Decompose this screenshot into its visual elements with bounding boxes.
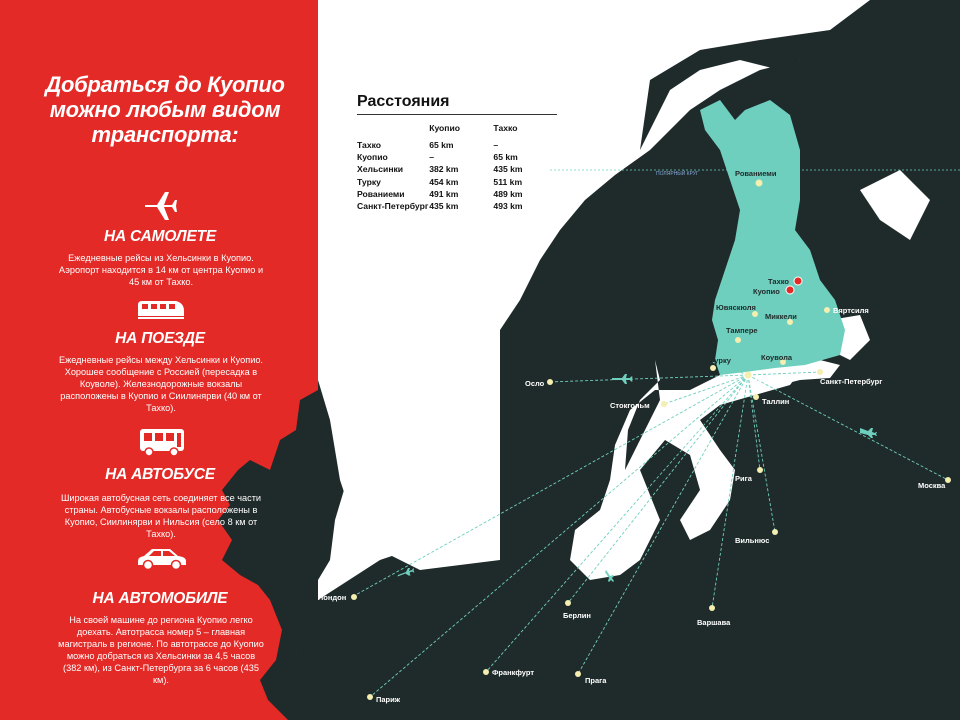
marker-berlin[interactable] [565,600,571,606]
label-kouvola: Коувола [761,353,793,362]
row-tahko: 511 km [493,176,523,187]
marker-turku[interactable] [710,365,716,371]
row-tahko: 435 km [493,164,523,175]
marker-stpetersburg[interactable] [817,369,823,375]
row-city: Санкт-Петербург [357,201,429,212]
marker-helsinki[interactable] [745,372,752,379]
marker-kuopio[interactable] [786,286,794,294]
marker-oslo[interactable] [547,379,553,385]
train-icon [136,297,186,321]
row-tahko: 489 km [493,188,523,199]
distances-table [357,93,557,212]
label-stockholm: Стокгольм [610,401,650,410]
table-row [357,139,557,151]
row-city: Куопио [357,152,388,163]
label-oslo: Осло [525,379,545,388]
mode-text-train: Ежедневные рейсы между Хельсинки и Куопио. Хорошее сообщение с Россией (пересадка в Коуволе). Железнодорожные вокзалы расположены в Куопио и Сиилинярви (40 км от Тахко). [58,355,263,413]
header-city [357,123,429,139]
label-warsaw: Варшава [697,618,731,627]
mode-title-train: НА ПОЕЗДЕ [115,330,205,347]
label-prague: Прага [585,676,607,685]
mode-title-bus: НА АВТОБУСЕ [105,466,215,483]
headline-line-3: транспорта: [91,122,239,147]
row-tahko: – [493,140,499,151]
label-helsinki: Хельсинки [755,374,796,383]
marker-riga[interactable] [757,467,763,473]
table-row [357,151,557,163]
marker-paris[interactable] [367,694,373,700]
row-city: Рованиеми [357,188,405,199]
mode-title-car: НА АВТОМОБИЛЕ [92,590,228,607]
row-city: Тахко [357,140,382,151]
label-london: Лондон [318,593,347,602]
label-jyvaskyla: Ювяскюля [716,303,756,312]
row-kuopio: 491 km [429,188,459,199]
transport-panel [0,0,318,720]
airplane-icon [143,188,179,224]
label-berlin: Берлин [563,611,591,620]
header-tahko: Тахко [493,123,518,133]
bus-icon [138,427,186,457]
row-tahko: 493 km [493,201,523,212]
distance-table [357,123,557,212]
marker-tampere[interactable] [735,337,741,343]
label-mikkeli: Миккели [765,312,797,321]
label-vilnius: Вильнюс [735,536,770,545]
label-riga: Рига [735,474,752,483]
table-row [357,176,557,188]
marker-tallinn[interactable] [753,394,759,400]
table-row [357,200,557,212]
row-kuopio: 435 km [429,201,459,212]
marker-warsaw[interactable] [709,605,715,611]
row-city: Хельсинки [357,164,404,175]
label-tahko: Тахко [768,277,789,286]
marker-tahko[interactable] [794,277,802,285]
row-kuopio: 65 km [429,140,454,151]
car-icon [134,545,190,571]
marker-vartsila[interactable] [824,307,830,313]
label-rovaniemi: Рованиеми [735,169,777,178]
label-tallinn: Таллин [762,397,790,406]
label-turku: Турку [710,356,731,365]
headline-line-1: Добраться до Куопио [45,72,285,97]
mode-title-plane: НА САМОЛЕТЕ [103,228,217,245]
row-tahko: 65 km [493,152,518,163]
row-kuopio: 454 km [429,176,459,187]
label-frankfurt: Франкфурт [492,668,535,677]
marker-frankfurt[interactable] [483,669,489,675]
marker-vilnius[interactable] [772,529,778,535]
label-stpetersburg: Санкт-Петербург [820,377,883,386]
marker-prague[interactable] [575,671,581,677]
label-kuopio: Куопио [753,287,780,296]
marker-rovaniemi[interactable] [756,180,763,187]
label-paris: Париж [376,695,401,704]
table-row [357,188,557,200]
marker-london[interactable] [351,594,357,600]
label-moscow: Москва [918,481,946,490]
label-tampere: Тампере [726,326,758,335]
title-rule [357,114,557,115]
headline-line-2: можно любым видом [49,97,281,122]
marker-stockholm[interactable] [661,401,667,407]
mode-text-car: На своей машине до региона Куопио легко доехать. Автотрасса номер 5 – главная магистраль в регионе. По автотрассе до Куопио можно добраться из Хельсинки за 4,5 часов (382 км), из Санкт-Петербурга за 6 часов (435 км). [58,615,264,685]
arctic-circle-label: ПОЛЯРНЫЙ КРУГ [656,171,699,177]
row-kuopio: – [429,152,434,163]
distances-title: Расстояния [357,93,450,110]
label-vartsila: Вяртсиля [833,306,869,315]
marker-moscow[interactable] [945,477,951,483]
mode-text-plane: Ежедневные рейсы из Хельсинки в Куопио. Аэропорт находится в 14 км от центра Куопио и 45 км от Тахко. [58,253,264,287]
header-kuopio: Куопио [429,123,460,133]
mode-text-bus: Широкая автобусная сеть соединяет все части страны. Автобусные вокзалы расположены в Куопио, Сиилинярви и Нильсия (село 8 км от Тахко). [60,493,262,539]
panel-headline [40,72,290,147]
table-row [357,163,557,175]
row-city: Турку [357,176,381,187]
table-header-row [357,123,557,139]
row-kuopio: 382 km [429,164,459,175]
